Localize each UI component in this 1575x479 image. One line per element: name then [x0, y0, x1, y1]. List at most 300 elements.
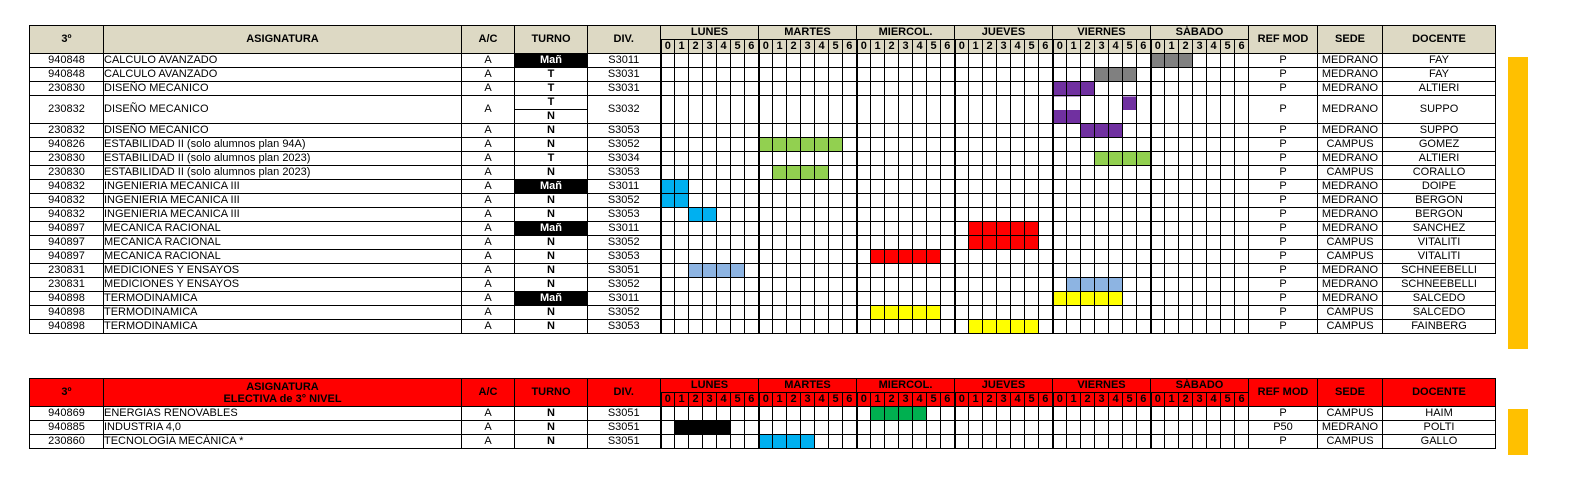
hour-cell — [773, 54, 787, 68]
hour-cell — [1081, 306, 1095, 320]
hour-cell — [1151, 407, 1165, 421]
hour-cell — [997, 435, 1011, 449]
hour-cell — [661, 306, 675, 320]
turno-cell — [515, 96, 588, 124]
hour-cell — [1207, 222, 1221, 236]
hour-cell — [1067, 180, 1081, 194]
hour-cell — [913, 124, 927, 138]
table-row — [30, 124, 1496, 138]
hour-cell — [689, 250, 703, 264]
schedule-block-cell — [969, 222, 983, 236]
hour-cell — [1053, 222, 1067, 236]
hour-cell — [1193, 421, 1207, 435]
hour-cell — [1081, 250, 1095, 264]
table-row — [30, 250, 1496, 264]
hour-cell — [955, 166, 969, 180]
hour-cell — [1207, 138, 1221, 152]
hour-cell — [1207, 68, 1221, 82]
hour-cell — [1011, 435, 1025, 449]
docente-cell: ALTIERI — [1383, 152, 1496, 166]
hour-header: 6 — [1235, 40, 1249, 54]
hour-header: 6 — [941, 40, 955, 54]
hour-cell — [1207, 180, 1221, 194]
hour-cell — [927, 435, 941, 449]
docente-header: DOCENTE — [1383, 379, 1496, 407]
hour-cell — [1235, 278, 1249, 292]
hour-cell — [1053, 68, 1067, 82]
hour-cell — [731, 152, 745, 166]
hour-cell — [1067, 407, 1081, 421]
hour-cell — [801, 320, 815, 334]
hour-cell — [1165, 278, 1179, 292]
hour-cell — [997, 278, 1011, 292]
hour-cell — [745, 421, 759, 435]
hour-cell — [1221, 96, 1235, 124]
hour-cell — [969, 435, 983, 449]
hour-cell — [745, 138, 759, 152]
hour-cell — [703, 152, 717, 166]
hour-cell — [731, 208, 745, 222]
hour-cell — [745, 264, 759, 278]
hour-cell — [689, 222, 703, 236]
hour-cell — [1109, 96, 1123, 124]
day-header: JUEVES — [955, 379, 1053, 393]
hour-cell — [787, 124, 801, 138]
hour-cell — [829, 236, 843, 250]
schedule-block-cell — [1095, 292, 1109, 306]
hour-cell — [661, 54, 675, 68]
hour-cell — [941, 421, 955, 435]
hour-cell — [1025, 435, 1039, 449]
hour-cell — [829, 250, 843, 264]
hour-cell — [871, 292, 885, 306]
hour-cell — [801, 292, 815, 306]
schedule-block-cell — [787, 435, 801, 449]
hour-cell — [1179, 236, 1193, 250]
hour-cell — [703, 54, 717, 68]
asignatura-cell: MECANICA RACIONAL — [104, 250, 462, 264]
sede-cell: MEDRANO — [1318, 96, 1383, 124]
hour-cell — [899, 435, 913, 449]
hour-cell — [1221, 292, 1235, 306]
docente-cell: HAIM — [1383, 407, 1496, 421]
hour-cell — [871, 138, 885, 152]
hour-cell — [843, 407, 857, 421]
sede-cell: CAMPUS — [1318, 166, 1383, 180]
hour-cell — [1193, 292, 1207, 306]
hour-cell — [1221, 236, 1235, 250]
hour-header: 4 — [815, 40, 829, 54]
hour-cell — [1193, 194, 1207, 208]
hour-cell — [1095, 166, 1109, 180]
hour-cell — [787, 222, 801, 236]
hour-cell — [745, 278, 759, 292]
hour-cell — [773, 96, 787, 124]
hour-cell — [1235, 152, 1249, 166]
hour-cell — [927, 82, 941, 96]
hour-cell — [997, 180, 1011, 194]
turno-cell: N — [515, 421, 588, 435]
div-cell: S3011 — [588, 54, 661, 68]
hour-cell — [1109, 320, 1123, 334]
refmod-cell: P — [1249, 250, 1318, 264]
hour-cell — [1151, 236, 1165, 250]
hour-cell — [661, 278, 675, 292]
hour-cell — [843, 180, 857, 194]
hour-cell — [927, 68, 941, 82]
day-header: SÁBADO — [1151, 26, 1249, 40]
hour-cell — [1151, 306, 1165, 320]
hour-cell — [717, 435, 731, 449]
hour-header: 3 — [1193, 40, 1207, 54]
hour-cell — [927, 407, 941, 421]
hour-cell — [787, 152, 801, 166]
hour-header: 0 — [1151, 393, 1165, 407]
hour-cell — [815, 421, 829, 435]
code-cell: 940832 — [30, 208, 104, 222]
hour-cell — [787, 421, 801, 435]
hour-cell — [1109, 222, 1123, 236]
ac-cell: A — [462, 264, 515, 278]
hour-cell — [759, 421, 773, 435]
hour-cell — [857, 292, 871, 306]
hour-cell — [773, 278, 787, 292]
hour-cell — [1039, 82, 1053, 96]
day-header: JUEVES — [955, 26, 1053, 40]
schedule-block-cell — [1123, 96, 1137, 124]
hour-cell — [703, 306, 717, 320]
schedule-block-cell — [1109, 124, 1123, 138]
schedule-block-cell — [1137, 152, 1151, 166]
hour-cell — [1221, 421, 1235, 435]
hour-cell — [983, 96, 997, 124]
ac-cell: A — [462, 278, 515, 292]
hour-cell — [829, 180, 843, 194]
code-cell: 940897 — [30, 250, 104, 264]
day-header: VIERNES — [1053, 379, 1151, 393]
hour-cell — [843, 236, 857, 250]
hour-header: 5 — [1025, 40, 1039, 54]
table-row — [30, 407, 1496, 421]
hour-cell — [675, 208, 689, 222]
docente-cell: FAY — [1383, 54, 1496, 68]
hour-header: 6 — [1137, 40, 1151, 54]
hour-header: 0 — [759, 40, 773, 54]
schedule-block-cell — [1011, 222, 1025, 236]
hour-cell — [1025, 54, 1039, 68]
hour-cell — [1151, 180, 1165, 194]
hour-cell — [1095, 180, 1109, 194]
day-header: MARTES — [759, 379, 857, 393]
docente-cell: DOIPE — [1383, 180, 1496, 194]
hour-cell — [703, 278, 717, 292]
hour-cell — [1179, 421, 1193, 435]
hour-cell — [731, 124, 745, 138]
docente-cell: FAY — [1383, 68, 1496, 82]
hour-cell — [1235, 82, 1249, 96]
hour-cell — [1039, 208, 1053, 222]
schedule-block-cell — [969, 236, 983, 250]
hour-cell — [773, 152, 787, 166]
day-header: MARTES — [759, 26, 857, 40]
turno-cell: T — [515, 82, 588, 96]
sede-cell: MEDRANO — [1318, 180, 1383, 194]
div-header: DIV. — [588, 26, 661, 54]
hour-cell — [1235, 407, 1249, 421]
schedule-block-cell — [871, 407, 885, 421]
hour-cell — [899, 82, 913, 96]
hour-cell — [857, 138, 871, 152]
hour-header: 4 — [1207, 40, 1221, 54]
hour-cell — [1151, 278, 1165, 292]
hour-cell — [829, 208, 843, 222]
hour-cell — [1165, 222, 1179, 236]
hour-cell — [1095, 208, 1109, 222]
hour-cell — [969, 124, 983, 138]
ac-cell: A — [462, 250, 515, 264]
table-row — [30, 180, 1496, 194]
hour-cell — [927, 152, 941, 166]
hour-cell — [773, 407, 787, 421]
hour-cell — [661, 292, 675, 306]
hour-cell — [1109, 166, 1123, 180]
hour-header: 3 — [997, 393, 1011, 407]
hour-cell — [871, 124, 885, 138]
hour-header: 5 — [1123, 393, 1137, 407]
hour-cell — [787, 54, 801, 68]
hour-cell — [801, 180, 815, 194]
hour-cell — [913, 166, 927, 180]
schedule-block-cell — [1179, 54, 1193, 68]
hour-cell — [801, 222, 815, 236]
hour-cell — [941, 264, 955, 278]
hour-cell — [941, 222, 955, 236]
hour-cell — [801, 236, 815, 250]
hour-cell — [703, 222, 717, 236]
ac-cell: A — [462, 138, 515, 152]
hour-cell — [703, 138, 717, 152]
hour-cell — [759, 278, 773, 292]
sede-cell: CAMPUS — [1318, 435, 1383, 449]
hour-cell — [815, 180, 829, 194]
schedule-block-cell — [1011, 236, 1025, 250]
table-row — [30, 236, 1496, 250]
hour-cell — [1123, 54, 1137, 68]
hour-cell — [1221, 264, 1235, 278]
docente-cell: SALCEDO — [1383, 292, 1496, 306]
schedule-block-cell — [997, 320, 1011, 334]
hour-header: 5 — [1123, 40, 1137, 54]
hour-cell — [731, 306, 745, 320]
hour-header: 2 — [1081, 393, 1095, 407]
hour-cell — [1011, 124, 1025, 138]
hour-cell — [1207, 278, 1221, 292]
hour-cell — [1025, 124, 1039, 138]
hour-cell — [857, 124, 871, 138]
schedule-block-cell — [1025, 236, 1039, 250]
hour-cell — [773, 250, 787, 264]
hour-cell — [1221, 407, 1235, 421]
hour-cell — [1221, 194, 1235, 208]
turno-cell: T — [515, 68, 588, 82]
hour-cell — [857, 68, 871, 82]
hour-header: 2 — [885, 40, 899, 54]
hour-cell — [815, 236, 829, 250]
asignatura-cell: INDUSTRIA 4,0 — [104, 421, 462, 435]
hour-cell — [1165, 96, 1179, 124]
hour-cell — [843, 306, 857, 320]
hour-cell — [1221, 278, 1235, 292]
asignatura-cell: ESTABILIDAD II (solo alumnos plan 2023) — [104, 152, 462, 166]
schedule-block-cell — [689, 264, 703, 278]
hour-cell — [1053, 236, 1067, 250]
hour-cell — [1067, 54, 1081, 68]
hour-header: 0 — [857, 393, 871, 407]
hour-cell — [871, 152, 885, 166]
hour-header: 6 — [843, 393, 857, 407]
hour-cell — [759, 320, 773, 334]
hour-cell — [1235, 208, 1249, 222]
docente-cell: BERGON — [1383, 208, 1496, 222]
hour-header: 2 — [983, 393, 997, 407]
hour-cell — [1095, 435, 1109, 449]
refmod-cell: P — [1249, 278, 1318, 292]
hour-cell — [1011, 96, 1025, 124]
hour-cell — [913, 82, 927, 96]
hour-cell — [1207, 292, 1221, 306]
hour-cell — [1011, 208, 1025, 222]
hour-cell — [871, 54, 885, 68]
hour-cell — [1081, 421, 1095, 435]
schedule-block-cell — [703, 421, 717, 435]
hour-cell — [871, 222, 885, 236]
hour-cell — [1221, 152, 1235, 166]
ac-cell: A — [462, 68, 515, 82]
hour-cell — [675, 152, 689, 166]
hour-header: 2 — [689, 40, 703, 54]
schedule-block-cell — [1095, 124, 1109, 138]
hour-cell — [885, 208, 899, 222]
hour-cell — [1193, 82, 1207, 96]
code-cell: 940848 — [30, 54, 104, 68]
hour-cell — [717, 320, 731, 334]
hour-cell — [703, 68, 717, 82]
docente-header: DOCENTE — [1383, 26, 1496, 54]
hour-cell — [1025, 208, 1039, 222]
hour-cell — [1039, 54, 1053, 68]
hour-header: 2 — [689, 393, 703, 407]
hour-cell — [983, 138, 997, 152]
hour-cell — [1207, 236, 1221, 250]
hour-cell — [1081, 166, 1095, 180]
hour-cell — [773, 320, 787, 334]
hour-cell — [969, 407, 983, 421]
hour-header: 4 — [913, 393, 927, 407]
hour-header: 1 — [871, 40, 885, 54]
hour-cell — [871, 208, 885, 222]
hour-header: 3 — [1095, 393, 1109, 407]
hour-cell — [745, 407, 759, 421]
hour-cell — [1235, 292, 1249, 306]
hour-header: 4 — [717, 40, 731, 54]
refmod-header: REF MOD — [1249, 26, 1318, 54]
hour-header: 2 — [787, 40, 801, 54]
div-cell: S3053 — [588, 320, 661, 334]
hour-cell — [773, 264, 787, 278]
hour-cell — [1193, 407, 1207, 421]
hour-cell — [773, 292, 787, 306]
hour-cell — [857, 278, 871, 292]
schedule-block-cell — [1053, 292, 1067, 306]
hour-cell — [689, 54, 703, 68]
hour-cell — [1179, 82, 1193, 96]
schedule-block-cell — [1123, 152, 1137, 166]
hour-cell — [885, 138, 899, 152]
docente-cell: SUPPO — [1383, 96, 1496, 124]
hour-cell — [955, 194, 969, 208]
hour-cell — [801, 68, 815, 82]
turno-header: TURNO — [515, 26, 588, 54]
hour-cell — [1137, 68, 1151, 82]
hour-cell — [675, 124, 689, 138]
hour-cell — [871, 435, 885, 449]
hour-cell — [997, 124, 1011, 138]
hour-cell — [829, 124, 843, 138]
hour-header: 3 — [1095, 40, 1109, 54]
hour-cell — [927, 292, 941, 306]
asignatura-header: ASIGNATURA — [104, 26, 462, 54]
hour-cell — [941, 152, 955, 166]
refmod-cell: P — [1249, 68, 1318, 82]
hour-header: 5 — [731, 40, 745, 54]
hour-cell — [1165, 208, 1179, 222]
ac-cell: A — [462, 124, 515, 138]
schedule-block-cell — [913, 407, 927, 421]
hour-cell — [1137, 222, 1151, 236]
refmod-cell: P — [1249, 54, 1318, 68]
ac-header: A/C — [462, 379, 515, 407]
hour-cell — [815, 54, 829, 68]
hour-cell — [941, 208, 955, 222]
hour-header: 0 — [661, 393, 675, 407]
hour-cell — [1067, 194, 1081, 208]
hour-cell — [703, 180, 717, 194]
hour-cell — [983, 124, 997, 138]
hour-header: 4 — [717, 393, 731, 407]
hour-cell — [983, 180, 997, 194]
asignatura-header — [104, 379, 462, 407]
code-cell: 940897 — [30, 236, 104, 250]
hour-cell — [1011, 82, 1025, 96]
hour-cell — [815, 152, 829, 166]
hour-cell — [1137, 250, 1151, 264]
hour-header: 1 — [1067, 393, 1081, 407]
hour-header: 1 — [871, 393, 885, 407]
turno-cell: N — [515, 264, 588, 278]
hour-cell — [1179, 320, 1193, 334]
refmod-cell: P — [1249, 152, 1318, 166]
hour-header: 1 — [675, 40, 689, 54]
hour-cell — [1081, 96, 1095, 124]
schedule-block-cell — [1081, 82, 1095, 96]
code-cell: 230830 — [30, 82, 104, 96]
hour-header: 3 — [899, 393, 913, 407]
schedule-block-cell — [913, 306, 927, 320]
hour-cell — [801, 54, 815, 68]
hour-cell — [689, 138, 703, 152]
hour-cell — [717, 96, 731, 124]
hour-header: 4 — [1207, 393, 1221, 407]
